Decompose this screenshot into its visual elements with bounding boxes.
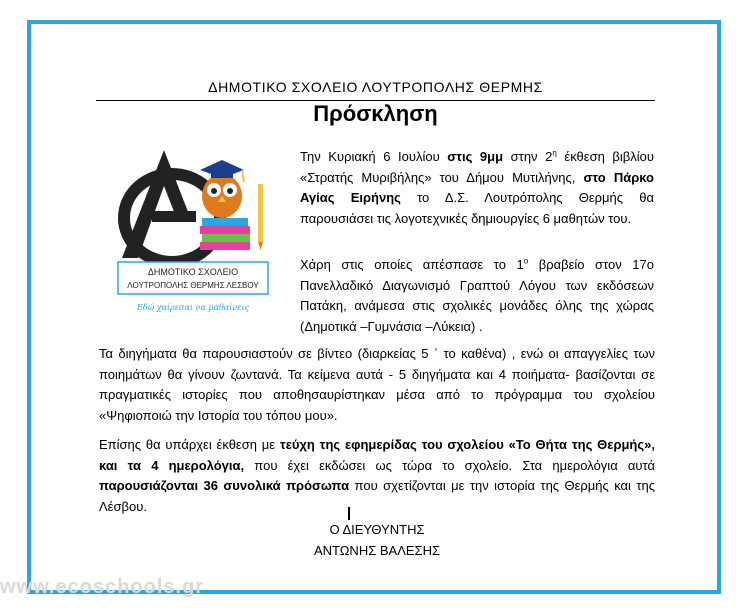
text-cursor <box>348 507 350 520</box>
paragraph-award: Χάρη στις οποίες απέσπασε το $1^o$ βραβείο στον 17ο Πανελλαδικό Διαγωνισμό Γραπτού Λόγου των εκδόσεων Πατάκη, ανάμεσα στις σχολικές μονάδες όλης της χώρας (Δημοτικά –Γυμνάσια –Λύκεια) . <box>300 256 654 334</box>
logo-line-1: ΔΗΜΟΤΙΚΟ ΣΧΟΛΕΙΟ <box>147 267 239 277</box>
paragraph-exhibition: Επίσης θα υπάρχει έκθεση με τεύχη της εφημερίδας του σχολείου «Το Θήτα της Θερμής», και τα 4 ημερολόγια, που έχει εκδώσει ως τώρα το σχολείο. Στα ημερολόγια αυτά παρουσιάζονται 36 συνολικά πρόσωπα που σχετίζονται με την ιστορία της Θερμής και της Λέσβου. <box>99 437 655 514</box>
pencil-icon <box>258 184 263 242</box>
page-title: Πρόσκληση <box>313 101 438 126</box>
signature-role: Ο ΔΙΕΥΘΥΝΤΗΣ <box>329 522 425 537</box>
books-icon <box>202 218 248 226</box>
signature-name: ΑΝΤΩΝΗΣ ΒΑΛΕΣΗΣ <box>313 543 441 558</box>
school-logo <box>112 150 278 318</box>
logo-motto: Εδώ χαίρεσαι να μαθαίνεις <box>136 303 250 312</box>
watermark: www.ecoschools.gr <box>0 576 205 598</box>
owl-icon <box>200 160 244 218</box>
logo-line-2: ΛΟΥΤΡΟΠΟΛΗΣ ΘΕΡΜΗΣ ΛΕΣΒΟΥ <box>127 281 259 290</box>
school-name: ΔΗΜΟΤΙΚΟ ΣΧΟΛΕΙΟ ΛΟΥΤΡΟΠΟΛΗΣ ΘΕΡΜΗΣ <box>208 79 543 95</box>
paragraph-stories: Τα διηγήματα θα παρουσιαστούν σε βίντεο (διαρκείας 5 ΄ το καθένα) , ενώ οι απαγγελίες των ποιημάτων θα γίνουν ζωντανά. Τα κείμενα αυτά - 5 διηγήματα και 4 ποιήματα- βασίζονται σε πραγματικές ιστορίες που αποθησαυρίστηκαν μέσα από το πρόγραμμα του σχολείου «Ψηφιοποιώ την Ιστορία του τόπου μου». <box>99 346 655 423</box>
paragraph-event: Την Κυριακή 6 Ιουλίου στις 9μμ στην $2^\eta$ έκθεση βιβλίου «Στρατής Μυριβήλης» του Δήμου Μυτιλήνης, στο Πάρκο Αγίας Ειρήνης το Δ.Σ. Λουτρόπολης Θερμής θα παρουσιάσει τις λογοτεχνικές δημιουργίες 6 μαθητών του. <box>300 148 654 226</box>
